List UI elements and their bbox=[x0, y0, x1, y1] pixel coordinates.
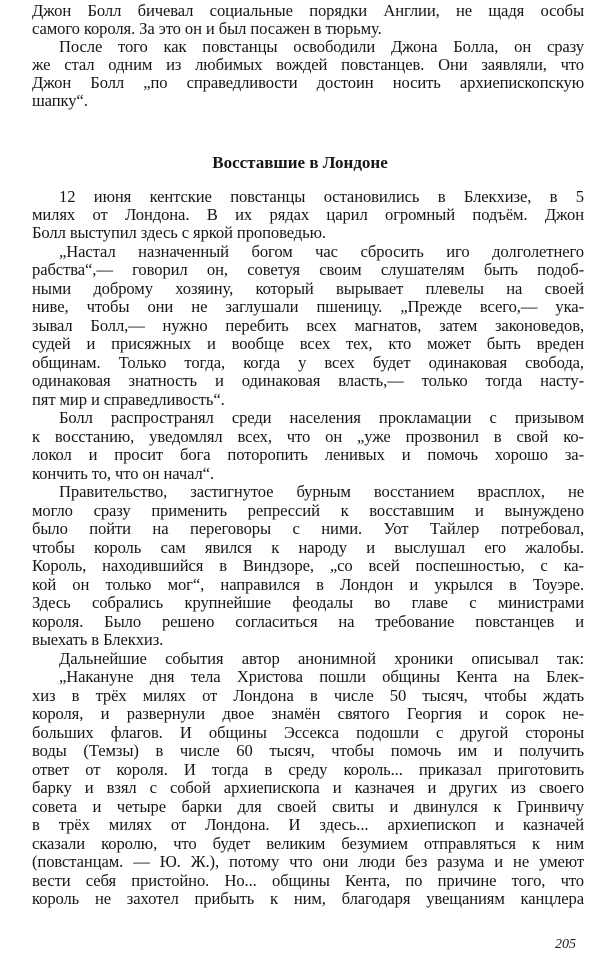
text-line: 12 июня кентские повстанцы остановились в Блекхизе, в 5 bbox=[59, 187, 584, 206]
text-line: ниве, чтобы они не заглушали пшеницу. „Прежде всего,— ука- bbox=[32, 297, 584, 316]
text-line: ными доброму хозяину, который вырывает плевелы на своей bbox=[32, 279, 584, 298]
text-line: (повстанцам. — Ю. Ж.), потому что они люди без разума и не умеют bbox=[32, 852, 584, 871]
section-heading: Восставшие в Лондоне bbox=[212, 153, 388, 172]
text-line: Джон Болл бичевал социальные порядки Англии, не щадя особы bbox=[32, 1, 584, 20]
text-line: Дальнейшие события автор анонимной хроники описывал так: bbox=[59, 649, 584, 668]
text-line: Болл распространял среди населения прокламации с призывом bbox=[59, 408, 584, 427]
text-line: кой он только мог“, направился в Лондон и укрылся в Тоуэре. bbox=[32, 575, 584, 594]
text-line: в трёх милях от Лондона. И здесь... архиепископ и казначей bbox=[32, 815, 584, 834]
text-line: больших флагов. И общины Эссекса подошли с другой стороны bbox=[32, 723, 584, 742]
text-line: рабства“,— говорил он, советуя своим слушателям быть подоб- bbox=[32, 260, 584, 279]
text-line: одинаковая знатность и одинаковая власть,— только тогда насту- bbox=[32, 371, 584, 390]
text-line: совета и четыре барки для своей свиты и двинулся к Гринвичу bbox=[32, 797, 584, 816]
text-line: хиз в трёх милях от Лондона в числе 50 тысяч, чтобы ждать bbox=[32, 686, 584, 705]
text-line: ответ от короля. И тогда в среду король... приказал приготовить bbox=[32, 760, 584, 779]
text-line: зывал Болл,— нужно перебить всех магнатов, затем законоведов, bbox=[32, 316, 584, 335]
text-line: общинам. Только тогда, когда у всех будет одинаковая свобода, bbox=[32, 353, 584, 372]
text-line: „Настал назначенный богом час сбросить иго долголетнего bbox=[59, 242, 584, 261]
text-line: сказали королю, что будет великим безумием отправляться к ним bbox=[32, 834, 584, 853]
text-line: чтобы король сам явился к народу и выслушал его жалобы. bbox=[32, 538, 584, 557]
text-line: же стал одним из любимых вождей повстанцев. Они заявляли, что bbox=[32, 55, 584, 74]
page-number: 205 bbox=[555, 937, 576, 952]
text-line: милях от Лондона. В их рядах царил огромный подъём. Джон bbox=[32, 205, 584, 224]
text-line: к восстанию, уведомлял всех, что он „уже прозвонил в свой ко- bbox=[32, 427, 584, 446]
text-line: король не захотел прибыть к ним, благодаря увещаниям канцлера bbox=[32, 889, 584, 908]
text-line: короля. Было решено согласиться на требование повстанцев и bbox=[32, 612, 584, 631]
text-line: Здесь собрались крупнейшие феодалы во главе с министрами bbox=[32, 593, 584, 612]
text-line: вести себя пристойно. Но... общины Кента, по причине того, что bbox=[32, 871, 584, 890]
text-line: пят мир и справедливость“. bbox=[32, 390, 225, 409]
text-line: Правительство, застигнутое бурным восстанием врасплох, не bbox=[59, 482, 584, 501]
text-line: воды (Темзы) в числе 60 тысяч, чтобы помочь им и получить bbox=[32, 741, 584, 760]
text-line: шапку“. bbox=[32, 91, 88, 110]
text-line: „Накануне дня тела Христова пошли общины Кента на Блек- bbox=[59, 667, 584, 686]
text-line: После того как повстанцы освободили Джона Болла, он сразу bbox=[59, 37, 584, 56]
text-line: локол и просит бога поторопить ленивых и помочь хорошо за- bbox=[32, 445, 584, 464]
text-line: барку и взял с собой архиепископа и казначея и других из своего bbox=[32, 778, 584, 797]
text-line: судей и присяжных и вообще всех тех, кто может быть вреден bbox=[32, 334, 584, 353]
text-line: Болл выступил здесь с яркой проповедью. bbox=[32, 223, 326, 242]
text-line: короля, и развернули двое знамён святого Георгия и сорок не- bbox=[32, 704, 584, 723]
text-line: Король, находившийся в Виндзоре, „со всей поспешностью, с ка- bbox=[32, 556, 584, 575]
text-line: выехать в Блекхиз. bbox=[32, 630, 164, 649]
text-line: Джон Болл „по справедливости достоин носить архиепископскую bbox=[32, 73, 584, 92]
text-line: было пойти на переговоры с ними. Уот Тайлер потребовал, bbox=[32, 519, 584, 538]
text-line: кончить то, что он начал“. bbox=[32, 464, 214, 483]
text-line: самого короля. За это он и был посажен в тюрьму. bbox=[32, 19, 382, 38]
text-line: могло сразу применить репрессий к восставшим и вынуждено bbox=[32, 501, 584, 520]
